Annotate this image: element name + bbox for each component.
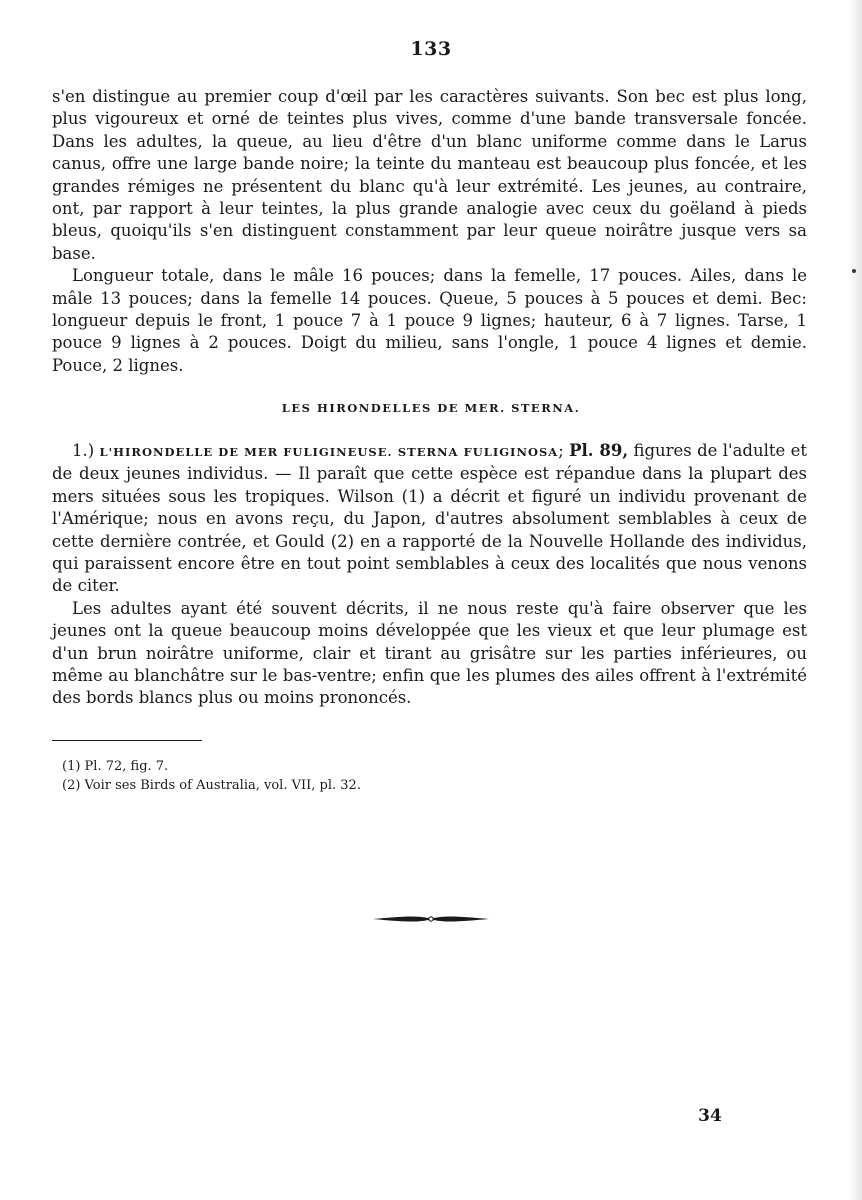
species-common-name: L'HIRONDELLE DE MER FULIGINEUSE. bbox=[99, 445, 393, 459]
footnote-1: (1) Pl. 72, fig. 7. bbox=[62, 759, 169, 774]
page-number: 133 bbox=[410, 38, 452, 60]
species-text: figures de l'adulte et de deux jeunes individus. — Il paraît que cette espèce est répandue dans la plupart des mers situées sous les tropiques. Wilson (1) a décrit et figuré un individu provenant de l'Amérique; nous en avons reçu, du Japon, d'autres absolument semblables à ceux de cette dernière contrée, et Gould (2) en a rapporté de la Nouvelle Hollande des individus, qui paraissent encore être en tout point semblables à ceux des localités que nous venons de citer. bbox=[52, 441, 808, 596]
species-entry: 1.) L'HIRONDELLE DE MER FULIGINEUSE. STERNA FULIGINOSA; Pl. 89, figures de l'adulte et de deux jeunes individus. — Il paraît que cette espèce est répandue dans la plupart des mers situées sous les tropiques. Wilson (1) a décrit et figuré un individu provenant de l'Amérique; nous en avons reçu, du Japon, d'autres absolument semblables à ceux de cette dernière contrée, et Gould (2) en a rapporté de la Nouvelle Hollande des individus, qui paraissent encore être en tout point semblables à ceux des localités que nous venons de citer. bbox=[52, 441, 808, 596]
paragraph-measurements: Longueur totale, dans le mâle 16 pouces; dans la femelle, 17 pouces. Ailes, dans le mâle 13 pouces; dans la femelle 14 pouces. Queue, 5 pouces à 5 pouces et demi. Bec: longueur depuis le front, 1 pouce 7 à 1 pouce 9 lignes; hauteur, 6 à 7 lignes. Tarse, 1 pouce 9 lignes à 2 pouces. Doigt du milieu, sans l'ongle, 1 pouce 4 lignes et demie. Pouce, 2 lignes. bbox=[52, 266, 807, 375]
text-block-upper bbox=[52, 86, 807, 377]
footnotes bbox=[62, 757, 662, 795]
plate-reference: Pl. 89, bbox=[569, 441, 629, 460]
species-latin-name: STERNA FULIGINOSA bbox=[397, 445, 559, 459]
signature-mark: 34 bbox=[698, 1106, 722, 1126]
page-edge-shadow bbox=[848, 0, 862, 1200]
paragraph-continuation: s'en distingue au premier coup d'œil par les caractères suivants. Son bec est plus long, plus vigoureux et orné de teintes plus vives, comme d'une bande transversale foncée. Dans les adultes, la queue, au lieu d'être d'un blanc uniforme comme dans le Larus canus, offre une large bande noire; la teinte du manteau est beaucoup plus foncée, et les grandes rémiges ne présentent du blanc qu'à leur extrémité. Les jeunes, au contraire, ont, par rapport à leur teintes, la plus grande analogie avec ceux du goëland à pieds bleus, quoiqu'ils s'en distinguent constamment par leur queue noirâtre jusque vers sa base. bbox=[52, 87, 807, 263]
species-number: 1.) bbox=[72, 441, 95, 460]
text-block-lower bbox=[52, 440, 807, 710]
section-heading: LES HIRONDELLES DE MER. STERNA. bbox=[281, 401, 581, 415]
tail-piece-ornament-icon bbox=[371, 912, 491, 926]
paragraph-juveniles: Les adultes ayant été souvent décrits, il ne nous reste qu'à faire observer que les jeunes ont la queue beaucoup moins développée que les vieux et que leur plumage est d'un brun noirâtre uniforme, clair et tirant au grisâtre sur les parties inférieures, ou même au blanchâtre sur le bas-ventre; enfin que les plumes des ailes offrent à l'extrémité des bords blancs plus ou moins prononcés. bbox=[52, 598, 807, 708]
footnote-rule bbox=[52, 740, 202, 741]
footnote-2: (2) Voir ses Birds of Australia, vol. VII, pl. 32. bbox=[62, 778, 361, 793]
